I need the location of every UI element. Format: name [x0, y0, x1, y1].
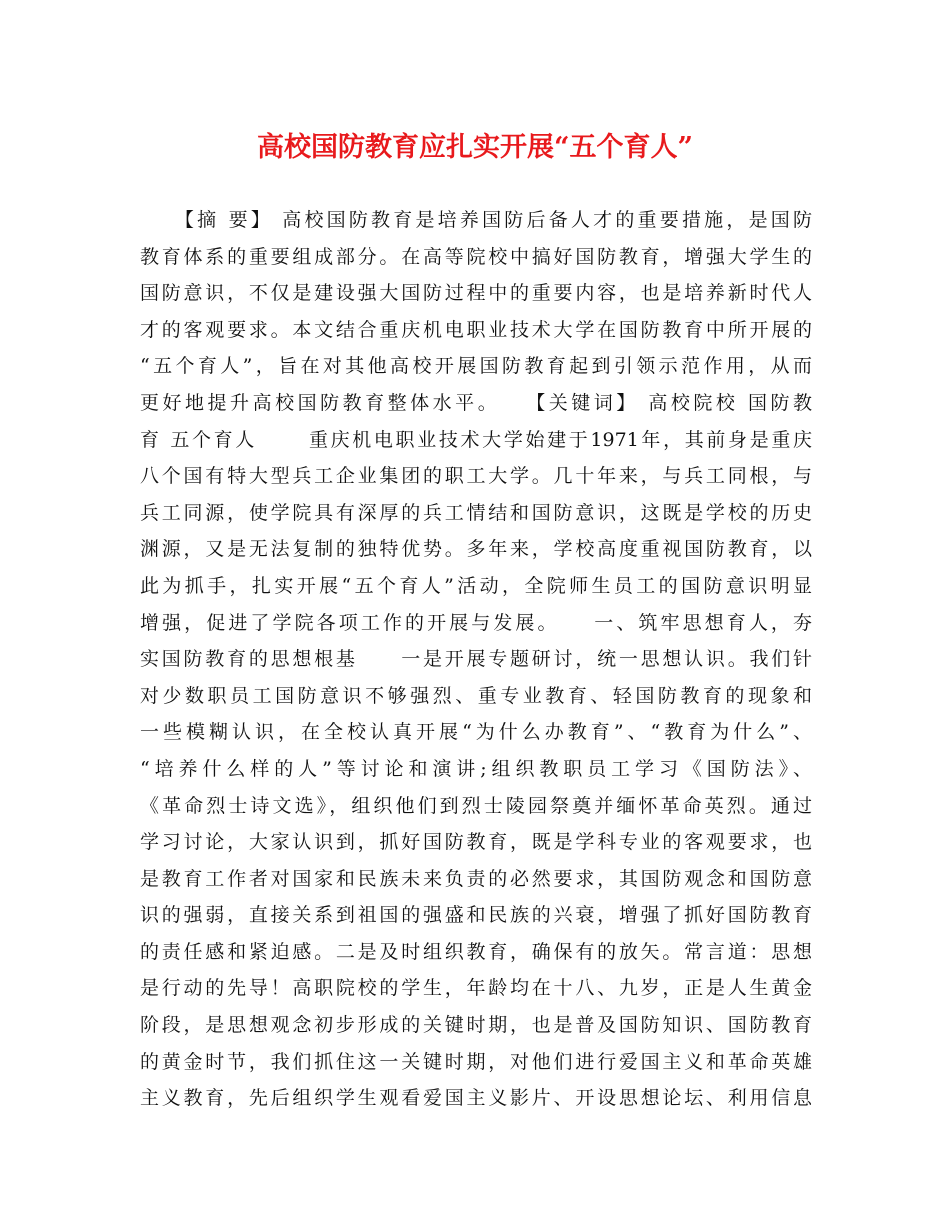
- body-text-line: 此为抓手，扎实开展“五个育人”活动，全院师生员工的国防意识明显: [140, 574, 812, 597]
- body-text-line: 国防意识，不仅是建设强大国防过程中的重要内容，也是培养新时代人: [140, 282, 812, 305]
- body-text-line: 才的客观要求。本文结合重庆机电职业技术大学在国防教育中所开展的: [140, 318, 812, 341]
- body-text-line: 教育体系的重要组成部分。在高等院校中搞好国防教育，增强大学生的: [140, 245, 812, 268]
- body-text-line: 兵工同源，使学院具有深厚的兵工情结和国防意识，这既是学校的历史: [140, 501, 812, 524]
- body-text-line: 【摘 要】 高校国防教育是培养国防后备人才的重要措施，是国防: [140, 209, 812, 231]
- body-text-line: 是行动的先导！高职院校的学生，年龄均在十八、九岁，正是人生黄金: [140, 977, 812, 1000]
- body-text-line: 八个国有特大型兵工企业集团的职工大学。几十年来，与兵工同根，与: [140, 465, 812, 488]
- body-text-line: 对少数职员工国防意识不够强烈、重专业教育、轻国防教育的现象和: [140, 684, 812, 707]
- body-text-line: “五个育人”，旨在对其他高校开展国防教育起到引领示范作用，从而: [140, 355, 812, 378]
- body-text-line: 的黄金时节，我们抓住这一关键时期，对他们进行爱国主义和革命英雄: [140, 1050, 812, 1073]
- body-text-line: 实国防教育的思想根基 一是开展专题研讨，统一思想认识。我们针: [140, 648, 812, 671]
- body-text-line: 增强，促进了学院各项工作的开展与发展。 一、筑牢思想育人，夯: [140, 611, 812, 634]
- body-text-line: 的责任感和紧迫感。二是及时组织教育，确保有的放矢。常言道：思想: [140, 940, 812, 963]
- body-text-line: 是教育工作者对国家和民族未来负责的必然要求，其国防观念和国防意: [140, 867, 812, 890]
- body-text-line: 一些模糊认识，在全校认真开展“为什么办教育”、“教育为什么”、: [140, 721, 812, 744]
- body-text-line: 育 五个育人 重庆机电职业技术大学始建于1971年，其前身是重庆: [140, 428, 812, 451]
- body-text-line: 更好地提升高校国防教育整体水平。 【关键词】 高校院校 国防教: [140, 391, 812, 414]
- body-text-line: 识的强弱，直接关系到祖国的强盛和民族的兴衰，增强了抓好国防教育: [140, 904, 812, 927]
- body-text-line: “培养什么样的人”等讨论和演讲;组织教职员工学习《国防法》、: [140, 757, 812, 780]
- body-text-line: 学习讨论，大家认识到，抓好国防教育，既是学科专业的客观要求，也: [140, 831, 812, 854]
- body-text-line: 主义教育，先后组织学生观看爱国主义影片、开设思想论坛、利用信息: [140, 1087, 812, 1110]
- body-text-line: 《革命烈士诗文选》，组织他们到烈士陵园祭奠并缅怀革命英烈。通过: [140, 794, 812, 817]
- body-text-line: 阶段，是思想观念初步形成的关键时期，也是普及国防知识、国防教育: [140, 1014, 812, 1037]
- body-text-line: 渊源，又是无法复制的独特优势。多年来，学校高度重视国防教育，以: [140, 538, 812, 561]
- document-body: [140, 202, 812, 1117]
- document-title: 高校国防教育应扎实开展“五个育人”: [256, 132, 694, 163]
